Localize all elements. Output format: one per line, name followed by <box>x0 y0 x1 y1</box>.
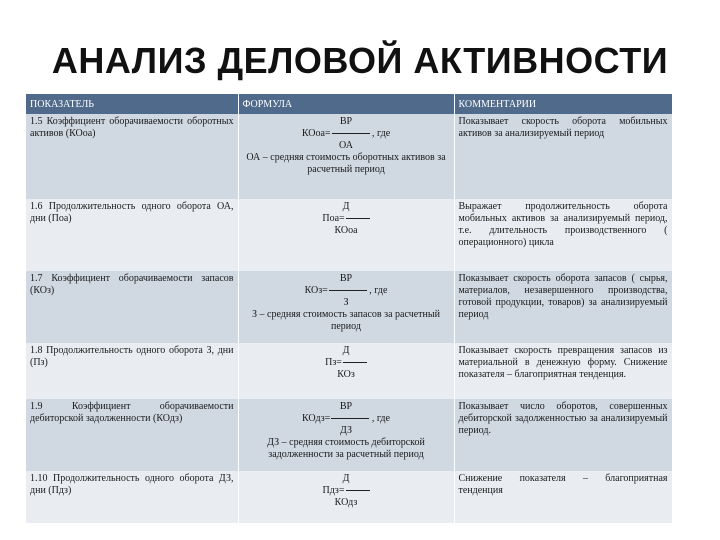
fraction-bar <box>332 133 370 134</box>
formula-denominator: КОдз <box>334 497 358 508</box>
formula-line <box>243 128 450 140</box>
fraction-bar <box>346 490 370 491</box>
table-row <box>26 199 672 271</box>
formula-denominator: ОА <box>339 140 353 151</box>
table-row <box>26 271 672 343</box>
indicator-name: 1.6 Продолжительность одного оборота ОА, дни (Поа) <box>26 199 238 271</box>
formula-lhs: КОдз= <box>302 413 331 424</box>
formula-lhs: Пз= <box>325 357 342 368</box>
header-indicator: ПОКАЗАТЕЛЬ <box>26 94 238 114</box>
formula-numerator: Д <box>342 473 350 484</box>
slide-title: АНАЛИЗ ДЕЛОВОЙ АКТИВНОСТИ <box>51 40 669 81</box>
comment-cell: Показывает скорость превращения запасов из материальной в денежную форму. Снижение показателя – благоприятная тенденция. <box>454 343 672 399</box>
table-row <box>26 399 672 471</box>
comment-cell: Выражает продолжительность оборота мобильных активов за анализируемый период, т.е. длительность производственного ( операционного) цикла <box>454 199 672 271</box>
formula-numerator: ВР <box>339 401 353 412</box>
formula-note: ДЗ – средняя стоимость дебиторской задолженности за расчетный период <box>267 437 425 460</box>
activity-table <box>26 94 673 523</box>
formula-numerator: Д <box>342 201 350 212</box>
formula-denominator: ДЗ <box>339 425 353 436</box>
formula-lhs: Пдз= <box>322 485 345 496</box>
formula-cell <box>238 271 454 343</box>
formula-cell <box>238 399 454 471</box>
formula-note: З – средняя стоимость запасов за расчетный период <box>252 309 440 332</box>
indicator-name: 1.10 Продолжительность одного оборота ДЗ, дни (Пдз) <box>26 471 238 523</box>
formula-lhs: Поа= <box>322 213 345 224</box>
formula-denominator: З <box>343 297 349 308</box>
indicator-name: 1.5 Коэффициент оборачиваемости оборотных активов (КОоа) <box>26 114 238 199</box>
indicator-name: 1.7 Коэффициент оборачиваемости запасов (КОз) <box>26 271 238 343</box>
formula-line <box>243 357 450 369</box>
formula-cell <box>238 114 454 199</box>
comment-cell: Снижение показателя – благоприятная тенденция <box>454 471 672 523</box>
fraction-bar <box>329 290 367 291</box>
indicator-name: 1.9 Коэффициент оборачиваемости дебиторской задолженности (КОдз) <box>26 399 238 471</box>
table-header-row <box>26 94 672 114</box>
table-row <box>26 471 672 523</box>
formula-line <box>243 485 450 497</box>
formula-line <box>243 213 450 225</box>
comment-cell: Показывает скорость оборота запасов ( сырья, материалов, незавершенного производства, готовой продукции, товаров) за анализируемый период <box>454 271 672 343</box>
formula-denominator: КОоа <box>334 225 358 236</box>
formula-numerator: Д <box>342 345 350 356</box>
formula-numerator: ВР <box>339 273 353 284</box>
formula-numerator: ВР <box>339 116 353 127</box>
indicator-name: 1.8 Продолжительность одного оборота З, дни (Пз) <box>26 343 238 399</box>
table-row <box>26 343 672 399</box>
fraction-bar <box>331 418 369 419</box>
comment-cell: Показывает скорость оборота мобильных активов за анализируемый период <box>454 114 672 199</box>
formula-lhs: КОз= <box>304 285 328 296</box>
header-formula: ФОРМУЛА <box>238 94 454 114</box>
formula-cell <box>238 199 454 271</box>
formula-denominator: КОз <box>337 369 355 380</box>
formula-suffix: , где <box>371 413 390 424</box>
header-comment: КОММЕНТАРИИ <box>454 94 672 114</box>
formula-line <box>243 285 450 297</box>
formula-line <box>243 413 450 425</box>
formula-suffix: , где <box>369 285 388 296</box>
fraction-bar <box>346 218 370 219</box>
formula-note: ОА – средняя стоимость оборотных активов за расчетный период <box>246 152 446 175</box>
formula-lhs: КОоа= <box>301 128 331 139</box>
fraction-bar <box>343 362 367 363</box>
formula-suffix: , где <box>372 128 391 139</box>
formula-cell <box>238 343 454 399</box>
comment-cell: Показывает число оборотов, совершенных дебиторской задолженностью за анализируемый период. <box>454 399 672 471</box>
table-row <box>26 114 672 199</box>
formula-cell <box>238 471 454 523</box>
